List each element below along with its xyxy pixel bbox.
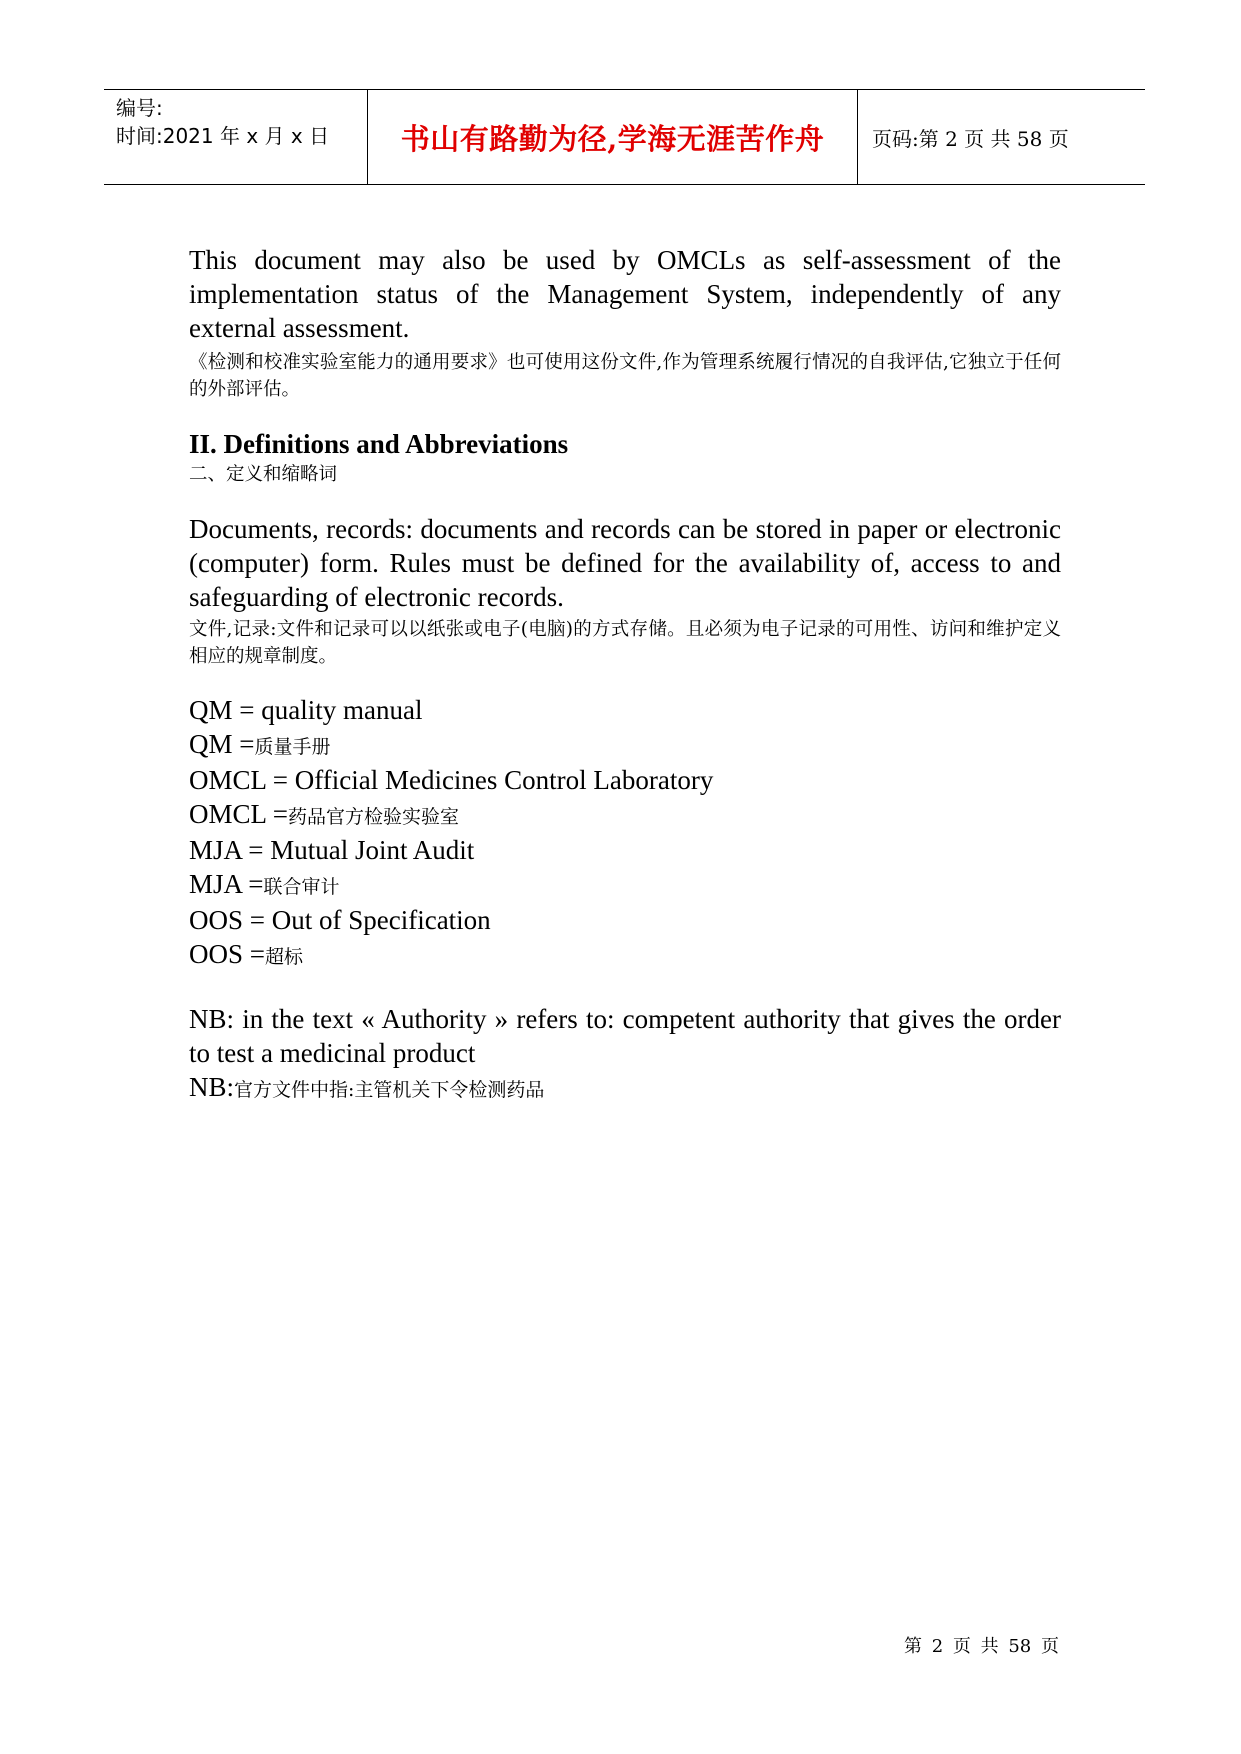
abbreviation-zh-text: 药品官方检验实验室: [287, 805, 459, 828]
abbreviation-zh-prefix: MJA =: [189, 868, 264, 899]
page-header: [104, 89, 1145, 185]
abbreviation-en: OOS = Out of Specification: [189, 905, 491, 935]
header-left-cell: [104, 90, 368, 184]
abbreviation-zh: [189, 868, 1061, 905]
abbreviation-zh: [189, 798, 1061, 835]
nb-zh-prefix: NB:: [189, 1072, 235, 1102]
nb-zh-text: 官方文件中指:主管机关下令检测药品: [234, 1079, 545, 1101]
section-heading-zh: 二、定义和缩略词: [189, 464, 338, 485]
abbreviation-list: [189, 694, 1061, 974]
intro-paragraph-en: This document may also be used by OMCLs as self-assessment of the implementation status of the Management System, independently of any external assessment.: [189, 245, 1061, 343]
header-motto: 书山有路勤为径,学海无涯苦作舟: [400, 121, 825, 156]
abbreviation-zh: [189, 938, 1061, 975]
abbreviation-en: QM = quality manual: [189, 695, 423, 725]
documents-paragraph-en: Documents, records: documents and records can be stored in paper or electronic (computer) form. Rules must be defined for the availability of, access to and safeguarding of electronic records.: [189, 514, 1061, 612]
abbreviation-zh-text: 质量手册: [254, 735, 331, 758]
documents-paragraph-zh: 文件,记录:文件和记录可以以纸张或电子(电脑)的方式存储。且必须为电子记录的可用性、访问和维护定义相应的规章制度。: [189, 619, 1061, 667]
intro-paragraph-zh: 《检测和校准实验室能力的通用要求》也可使用这份文件,作为管理系统履行情况的自我评估,它独立于任何的外部评估。: [189, 352, 1061, 400]
header-page-info: 页码:第 2 页 共 58 页: [872, 126, 1069, 151]
nb-paragraph-zh: [189, 1070, 1061, 1107]
abbreviation-zh-prefix: OOS =: [189, 938, 265, 969]
abbreviation-zh-prefix: OMCL =: [189, 798, 288, 829]
abbreviation-en: OMCL = Official Medicines Control Laboratory: [189, 765, 714, 795]
document-body: [189, 243, 1061, 1107]
section-heading-en: II. Definitions and Abbreviations: [189, 429, 569, 459]
abbreviation-zh: [189, 728, 1061, 765]
abbreviation-zh-text: 超标: [265, 945, 304, 968]
page-footer: 第 2 页 共 58 页: [904, 1636, 1059, 1657]
abbreviation-zh-text: 联合审计: [263, 875, 340, 898]
document-time-label: 时间:2021 年 x 月 x 日: [116, 124, 330, 148]
header-motto-cell: [368, 90, 858, 184]
document-number-label: 编号:: [116, 96, 163, 120]
header-right-cell: [858, 90, 1145, 184]
abbreviation-zh-prefix: QM =: [189, 728, 255, 759]
abbreviation-en: MJA = Mutual Joint Audit: [189, 835, 475, 865]
nb-paragraph-en: NB: in the text « Authority » refers to: competent authority that gives the order to test a medicinal product: [189, 1004, 1061, 1068]
